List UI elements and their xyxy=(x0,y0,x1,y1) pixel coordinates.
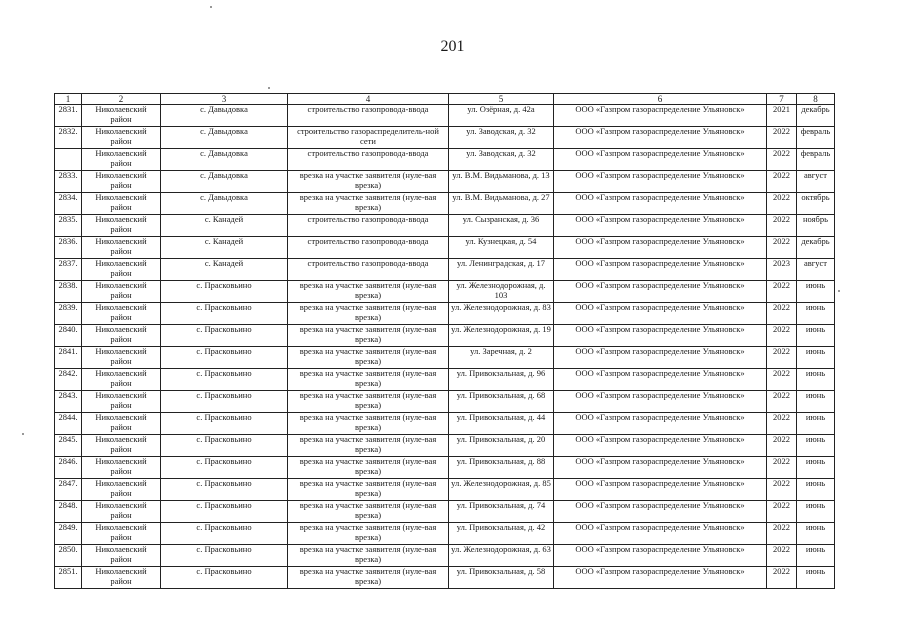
work-type-cell: врезка на участке заявителя (нуле-вая врезка) xyxy=(288,193,449,215)
year-cell: 2022 xyxy=(767,171,797,193)
settlement-cell: с. Прасковьино xyxy=(161,523,288,545)
settlement-cell: с. Прасковьино xyxy=(161,281,288,303)
address-cell: ул. Привокзальная, д. 96 xyxy=(449,369,554,391)
organization-cell: ООО «Газпром газораспределение Ульяновск» xyxy=(554,479,767,501)
month-cell: июнь xyxy=(797,523,835,545)
scan-speck xyxy=(22,433,24,435)
address-cell: ул. Железнодорожная, д. 63 xyxy=(449,545,554,567)
organization-cell: ООО «Газпром газораспределение Ульяновск» xyxy=(554,501,767,523)
row-number: 2835. xyxy=(55,215,82,237)
table-row xyxy=(55,281,835,303)
work-type-cell: врезка на участке заявителя (нуле-вая врезка) xyxy=(288,523,449,545)
district-cell: Николаевский район xyxy=(82,259,161,281)
organization-cell: ООО «Газпром газораспределение Ульяновск» xyxy=(554,325,767,347)
organization-cell: ООО «Газпром газораспределение Ульяновск» xyxy=(554,127,767,149)
column-header: 8 xyxy=(797,94,835,105)
organization-cell: ООО «Газпром газораспределение Ульяновск» xyxy=(554,523,767,545)
table-row xyxy=(55,413,835,435)
organization-cell: ООО «Газпром газораспределение Ульяновск» xyxy=(554,237,767,259)
table-row xyxy=(55,435,835,457)
year-cell: 2022 xyxy=(767,325,797,347)
table-row xyxy=(55,325,835,347)
column-header: 5 xyxy=(449,94,554,105)
year-cell: 2022 xyxy=(767,391,797,413)
year-cell: 2022 xyxy=(767,281,797,303)
work-type-cell: врезка на участке заявителя (нуле-вая врезка) xyxy=(288,413,449,435)
district-cell: Николаевский район xyxy=(82,127,161,149)
year-cell: 2022 xyxy=(767,369,797,391)
row-number: 2841. xyxy=(55,347,82,369)
year-cell: 2022 xyxy=(767,303,797,325)
organization-cell: ООО «Газпром газораспределение Ульяновск» xyxy=(554,215,767,237)
row-number: 2844. xyxy=(55,413,82,435)
district-cell: Николаевский район xyxy=(82,545,161,567)
table-row xyxy=(55,303,835,325)
work-type-cell: врезка на участке заявителя (нуле-вая врезка) xyxy=(288,567,449,589)
work-type-cell: врезка на участке заявителя (нуле-вая врезка) xyxy=(288,391,449,413)
organization-cell: ООО «Газпром газораспределение Ульяновск» xyxy=(554,391,767,413)
table-row xyxy=(55,149,835,171)
table-row xyxy=(55,369,835,391)
column-header: 1 xyxy=(55,94,82,105)
month-cell: декабрь xyxy=(797,105,835,127)
address-cell: ул. Железнодорожная, д. 19 xyxy=(449,325,554,347)
work-type-cell: врезка на участке заявителя (нуле-вая врезка) xyxy=(288,545,449,567)
work-type-cell: врезка на участке заявителя (нуле-вая врезка) xyxy=(288,369,449,391)
organization-cell: ООО «Газпром газораспределение Ульяновск» xyxy=(554,281,767,303)
district-cell: Николаевский район xyxy=(82,281,161,303)
district-cell: Николаевский район xyxy=(82,479,161,501)
scan-speck xyxy=(838,290,840,292)
address-cell: ул. Заводская, д. 32 xyxy=(449,149,554,171)
settlement-cell: с. Прасковьино xyxy=(161,413,288,435)
row-number: 2849. xyxy=(55,523,82,545)
year-cell: 2022 xyxy=(767,413,797,435)
organization-cell: ООО «Газпром газораспределение Ульяновск» xyxy=(554,545,767,567)
work-type-cell: врезка на участке заявителя (нуле-вая врезка) xyxy=(288,435,449,457)
month-cell: июнь xyxy=(797,281,835,303)
settlement-cell: с. Прасковьино xyxy=(161,347,288,369)
table-row xyxy=(55,193,835,215)
scan-speck xyxy=(268,87,270,89)
table-row xyxy=(55,391,835,413)
table-row xyxy=(55,347,835,369)
work-type-cell: строительство газопровода-ввода xyxy=(288,259,449,281)
settlement-cell: с. Давыдовка xyxy=(161,105,288,127)
settlement-cell: с. Прасковьино xyxy=(161,479,288,501)
table-body xyxy=(55,105,835,589)
year-cell: 2023 xyxy=(767,259,797,281)
row-number: 2831. xyxy=(55,105,82,127)
row-number: 2837. xyxy=(55,259,82,281)
row-number: 2843. xyxy=(55,391,82,413)
month-cell: июнь xyxy=(797,567,835,589)
row-number: 2840. xyxy=(55,325,82,347)
row-number: 2848. xyxy=(55,501,82,523)
year-cell: 2022 xyxy=(767,457,797,479)
row-number: 2851. xyxy=(55,567,82,589)
district-cell: Николаевский район xyxy=(82,523,161,545)
row-number xyxy=(55,149,82,171)
work-type-cell: строительство газопровода-ввода xyxy=(288,237,449,259)
address-cell: ул. Озёрная, д. 42а xyxy=(449,105,554,127)
table-row xyxy=(55,567,835,589)
table-row xyxy=(55,479,835,501)
address-cell: ул. Привокзальная, д. 74 xyxy=(449,501,554,523)
year-cell: 2022 xyxy=(767,545,797,567)
settlement-cell: с. Прасковьино xyxy=(161,567,288,589)
address-cell: ул. Привокзальная, д. 20 xyxy=(449,435,554,457)
year-cell: 2022 xyxy=(767,523,797,545)
table-row xyxy=(55,545,835,567)
organization-cell: ООО «Газпром газораспределение Ульяновск» xyxy=(554,149,767,171)
address-cell: ул. В.М. Видьманова, д. 13 xyxy=(449,171,554,193)
column-header: 7 xyxy=(767,94,797,105)
row-number: 2839. xyxy=(55,303,82,325)
address-cell: ул. Привокзальная, д. 44 xyxy=(449,413,554,435)
district-cell: Николаевский район xyxy=(82,391,161,413)
district-cell: Николаевский район xyxy=(82,413,161,435)
year-cell: 2022 xyxy=(767,127,797,149)
month-cell: июнь xyxy=(797,369,835,391)
work-type-cell: строительство газопровода-ввода xyxy=(288,149,449,171)
month-cell: июнь xyxy=(797,501,835,523)
settlement-cell: с. Прасковьино xyxy=(161,501,288,523)
organization-cell: ООО «Газпром газораспределение Ульяновск» xyxy=(554,193,767,215)
address-cell: ул. Сызранская, д. 36 xyxy=(449,215,554,237)
district-cell: Николаевский район xyxy=(82,149,161,171)
column-header: 3 xyxy=(161,94,288,105)
year-cell: 2022 xyxy=(767,435,797,457)
organization-cell: ООО «Газпром газораспределение Ульяновск» xyxy=(554,457,767,479)
settlement-cell: с. Канадей xyxy=(161,215,288,237)
month-cell: июнь xyxy=(797,413,835,435)
month-cell: июнь xyxy=(797,479,835,501)
organization-cell: ООО «Газпром газораспределение Ульяновск» xyxy=(554,105,767,127)
settlement-cell: с. Прасковьино xyxy=(161,325,288,347)
address-cell: ул. Железнодорожная, д. 83 xyxy=(449,303,554,325)
organization-cell: ООО «Газпром газораспределение Ульяновск» xyxy=(554,369,767,391)
row-number: 2832. xyxy=(55,127,82,149)
address-cell: ул. Ленинградская, д. 17 xyxy=(449,259,554,281)
table-row xyxy=(55,501,835,523)
settlement-cell: с. Прасковьино xyxy=(161,545,288,567)
settlement-cell: с. Прасковьино xyxy=(161,391,288,413)
district-cell: Николаевский район xyxy=(82,325,161,347)
table-row xyxy=(55,105,835,127)
district-cell: Николаевский район xyxy=(82,303,161,325)
district-cell: Николаевский район xyxy=(82,347,161,369)
column-header: 6 xyxy=(554,94,767,105)
settlement-cell: с. Канадей xyxy=(161,237,288,259)
settlement-cell: с. Давыдовка xyxy=(161,149,288,171)
organization-cell: ООО «Газпром газораспределение Ульяновск» xyxy=(554,347,767,369)
work-type-cell: строительство газопровода-ввода xyxy=(288,215,449,237)
organization-cell: ООО «Газпром газораспределение Ульяновск» xyxy=(554,435,767,457)
settlement-cell: с. Давыдовка xyxy=(161,193,288,215)
address-cell: ул. Железнодорожная, д. 85 xyxy=(449,479,554,501)
district-cell: Николаевский район xyxy=(82,171,161,193)
address-cell: ул. Привокзальная, д. 58 xyxy=(449,567,554,589)
work-type-cell: врезка на участке заявителя (нуле-вая врезка) xyxy=(288,457,449,479)
work-type-cell: строительство газопровода-ввода xyxy=(288,105,449,127)
table-row xyxy=(55,259,835,281)
work-type-cell: строительство газораспределитель-ной сети xyxy=(288,127,449,149)
address-cell: ул. Привокзальная, д. 42 xyxy=(449,523,554,545)
month-cell: август xyxy=(797,259,835,281)
year-cell: 2022 xyxy=(767,193,797,215)
month-cell: июнь xyxy=(797,347,835,369)
organization-cell: ООО «Газпром газораспределение Ульяновск» xyxy=(554,259,767,281)
address-cell: ул. Заводская, д. 32 xyxy=(449,127,554,149)
header-row xyxy=(55,94,835,105)
year-cell: 2021 xyxy=(767,105,797,127)
address-cell: ул. Железнодорожная, д. 103 xyxy=(449,281,554,303)
settlement-cell: с. Прасковьино xyxy=(161,369,288,391)
district-cell: Николаевский район xyxy=(82,457,161,479)
month-cell: июнь xyxy=(797,391,835,413)
settlement-cell: с. Давыдовка xyxy=(161,171,288,193)
table-row xyxy=(55,127,835,149)
organization-cell: ООО «Газпром газораспределение Ульяновск» xyxy=(554,303,767,325)
table-row xyxy=(55,237,835,259)
work-type-cell: врезка на участке заявителя (нуле-вая врезка) xyxy=(288,325,449,347)
work-type-cell: врезка на участке заявителя (нуле-вая врезка) xyxy=(288,303,449,325)
row-number: 2834. xyxy=(55,193,82,215)
work-type-cell: врезка на участке заявителя (нуле-вая врезка) xyxy=(288,281,449,303)
district-cell: Николаевский район xyxy=(82,215,161,237)
year-cell: 2022 xyxy=(767,347,797,369)
row-number: 2850. xyxy=(55,545,82,567)
row-number: 2838. xyxy=(55,281,82,303)
work-type-cell: врезка на участке заявителя (нуле-вая врезка) xyxy=(288,501,449,523)
district-cell: Николаевский район xyxy=(82,435,161,457)
work-type-cell: врезка на участке заявителя (нуле-вая врезка) xyxy=(288,479,449,501)
organization-cell: ООО «Газпром газораспределение Ульяновск» xyxy=(554,413,767,435)
month-cell: ноябрь xyxy=(797,215,835,237)
year-cell: 2022 xyxy=(767,479,797,501)
year-cell: 2022 xyxy=(767,215,797,237)
address-cell: ул. Привокзальная, д. 68 xyxy=(449,391,554,413)
scan-speck xyxy=(210,6,212,8)
table-row xyxy=(55,523,835,545)
row-number: 2847. xyxy=(55,479,82,501)
year-cell: 2022 xyxy=(767,149,797,171)
settlement-cell: с. Прасковьино xyxy=(161,435,288,457)
address-cell: ул. Заречная, д. 2 xyxy=(449,347,554,369)
year-cell: 2022 xyxy=(767,237,797,259)
month-cell: июнь xyxy=(797,325,835,347)
organization-cell: ООО «Газпром газораспределение Ульяновск» xyxy=(554,567,767,589)
district-cell: Николаевский район xyxy=(82,501,161,523)
month-cell: декабрь xyxy=(797,237,835,259)
month-cell: октябрь xyxy=(797,193,835,215)
work-type-cell: врезка на участке заявителя (нуле-вая врезка) xyxy=(288,171,449,193)
settlement-cell: с. Давыдовка xyxy=(161,127,288,149)
gasification-table xyxy=(54,93,835,589)
work-type-cell: врезка на участке заявителя (нуле-вая врезка) xyxy=(288,347,449,369)
table-row xyxy=(55,457,835,479)
district-cell: Николаевский район xyxy=(82,369,161,391)
month-cell: февраль xyxy=(797,127,835,149)
month-cell: июнь xyxy=(797,545,835,567)
month-cell: июнь xyxy=(797,303,835,325)
page-number: 201 xyxy=(440,38,465,55)
row-number: 2845. xyxy=(55,435,82,457)
year-cell: 2022 xyxy=(767,567,797,589)
settlement-cell: с. Канадей xyxy=(161,259,288,281)
row-number: 2836. xyxy=(55,237,82,259)
district-cell: Николаевский район xyxy=(82,193,161,215)
month-cell: август xyxy=(797,171,835,193)
month-cell: февраль xyxy=(797,149,835,171)
table-row xyxy=(55,171,835,193)
year-cell: 2022 xyxy=(767,501,797,523)
settlement-cell: с. Прасковьино xyxy=(161,457,288,479)
address-cell: ул. Привокзальная, д. 88 xyxy=(449,457,554,479)
address-cell: ул. Кузнецкая, д. 54 xyxy=(449,237,554,259)
column-header: 2 xyxy=(82,94,161,105)
settlement-cell: с. Прасковьино xyxy=(161,303,288,325)
row-number: 2833. xyxy=(55,171,82,193)
district-cell: Николаевский район xyxy=(82,105,161,127)
month-cell: июнь xyxy=(797,435,835,457)
district-cell: Николаевский район xyxy=(82,237,161,259)
row-number: 2846. xyxy=(55,457,82,479)
column-header: 4 xyxy=(288,94,449,105)
district-cell: Николаевский район xyxy=(82,567,161,589)
month-cell: июнь xyxy=(797,457,835,479)
organization-cell: ООО «Газпром газораспределение Ульяновск» xyxy=(554,171,767,193)
row-number: 2842. xyxy=(55,369,82,391)
table-row xyxy=(55,215,835,237)
address-cell: ул. В.М. Видьманова, д. 27 xyxy=(449,193,554,215)
